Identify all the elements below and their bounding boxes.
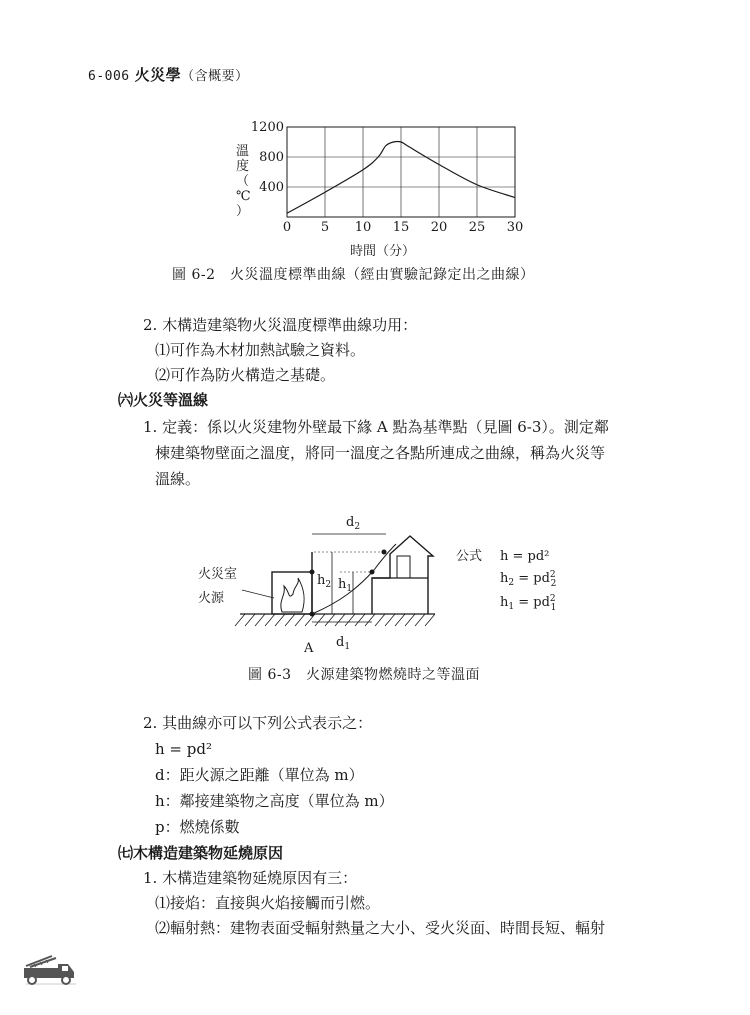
x-tick-label: 15 <box>392 220 410 235</box>
x-tick-labels <box>283 220 523 235</box>
definition-line-2: 棟建築物壁面之溫度，將同一溫度之各點所連成之曲線，稱為火災等 <box>155 444 606 462</box>
neighbor-window <box>397 556 410 578</box>
x-tick-label: 20 <box>430 220 448 235</box>
neighbor-house <box>372 536 433 614</box>
temperature-curve-chart <box>220 115 550 260</box>
item-2-function-2: ⑵可作為防火構造之基礎。 <box>155 366 336 384</box>
fire-flame-icon <box>281 578 304 612</box>
variable-d: d：距火源之距離（單位為 m） <box>155 766 364 784</box>
x-tick-label: 0 <box>282 220 292 235</box>
fire-room-pointer <box>242 590 274 598</box>
item-2-function-heading: 2. 木構造建築物火災溫度標準曲線功用： <box>143 316 418 334</box>
page-header <box>88 64 249 85</box>
fire-truck-icon <box>22 954 78 988</box>
book-title: 火災學 <box>134 66 182 84</box>
x-tick-label: 25 <box>468 220 486 235</box>
figure-6-3-caption: 圖 6-3 火源建築物燃燒時之等溫面 <box>248 667 480 683</box>
y-tick-label: 1200 <box>250 120 284 135</box>
isotherm-diagram <box>190 508 590 656</box>
definition-line-3: 溫線。 <box>155 470 201 488</box>
variable-h: h：鄰接建築物之高度（單位為 m） <box>155 792 394 810</box>
formula-1: h = pd² <box>500 549 550 564</box>
book-subtitle: （含概要） <box>181 69 249 84</box>
item-2-formula-heading: 2. 其曲線亦可以下列公式表示之： <box>143 714 373 732</box>
x-tick-label: 10 <box>354 220 372 235</box>
definition-line-1: 1. 定義：係以火災建物外壁最下緣 A 點為基準點（見圖 6-3）。測定鄰 <box>143 418 609 436</box>
variable-p: p：燃燒係數 <box>155 818 240 836</box>
section-6-heading: ㈥火災等溫線 <box>118 391 209 409</box>
point-a-marker <box>310 612 315 617</box>
h2-label: $h_2$ <box>317 573 332 590</box>
fire-source-label: 火源 <box>198 591 225 606</box>
formula-2: $h_2 = pd^2$ 2 <box>500 570 557 589</box>
y-axis-label: 溫度（℃） <box>236 144 251 219</box>
chart-grid <box>287 127 515 217</box>
page-code: 6-006 <box>88 69 130 84</box>
y-tick-label: 400 <box>259 180 284 195</box>
fire-room-label: 火災室 <box>198 567 238 582</box>
ground-hatch <box>235 614 435 626</box>
x-tick-label: 30 <box>506 220 524 235</box>
point-curve-marker <box>310 570 315 575</box>
h1-label: $h_1$ <box>338 577 353 594</box>
x-tick-label: 5 <box>320 220 330 235</box>
cause-2: ⑵輻射熱：建物表面受輻射熱量之大小、受火災面、時間長短、輻射 <box>155 919 606 937</box>
x-axis-label: 時間（分） <box>350 244 416 259</box>
y-tick-label: 800 <box>259 150 284 165</box>
figure-6-2-caption: 圖 6-2 火災溫度標準曲線（經由實驗記錄定出之曲線） <box>172 267 535 283</box>
d2-label: $d_2$ <box>346 515 361 532</box>
formula-line: h = pd² <box>155 740 212 758</box>
d1-label: $d_1$ <box>336 635 351 652</box>
section-7-heading: ㈦木構造建築物延燒原因 <box>118 844 284 862</box>
cause-1: ⑴接焰：直接與火焰接觸而引燃。 <box>155 894 381 912</box>
y-tick-labels <box>251 120 284 195</box>
formula-3: $h_1 = pd^2$ 1 <box>500 594 557 613</box>
formula-label: 公式 <box>456 549 483 564</box>
item-2-function-1: ⑴可作為木材加熱試驗之資料。 <box>155 341 366 359</box>
item-1-causes-heading: 1. 木構造建築物延燒原因有三： <box>143 869 358 887</box>
point-a-label: A <box>304 641 314 656</box>
fire-building <box>272 572 312 614</box>
